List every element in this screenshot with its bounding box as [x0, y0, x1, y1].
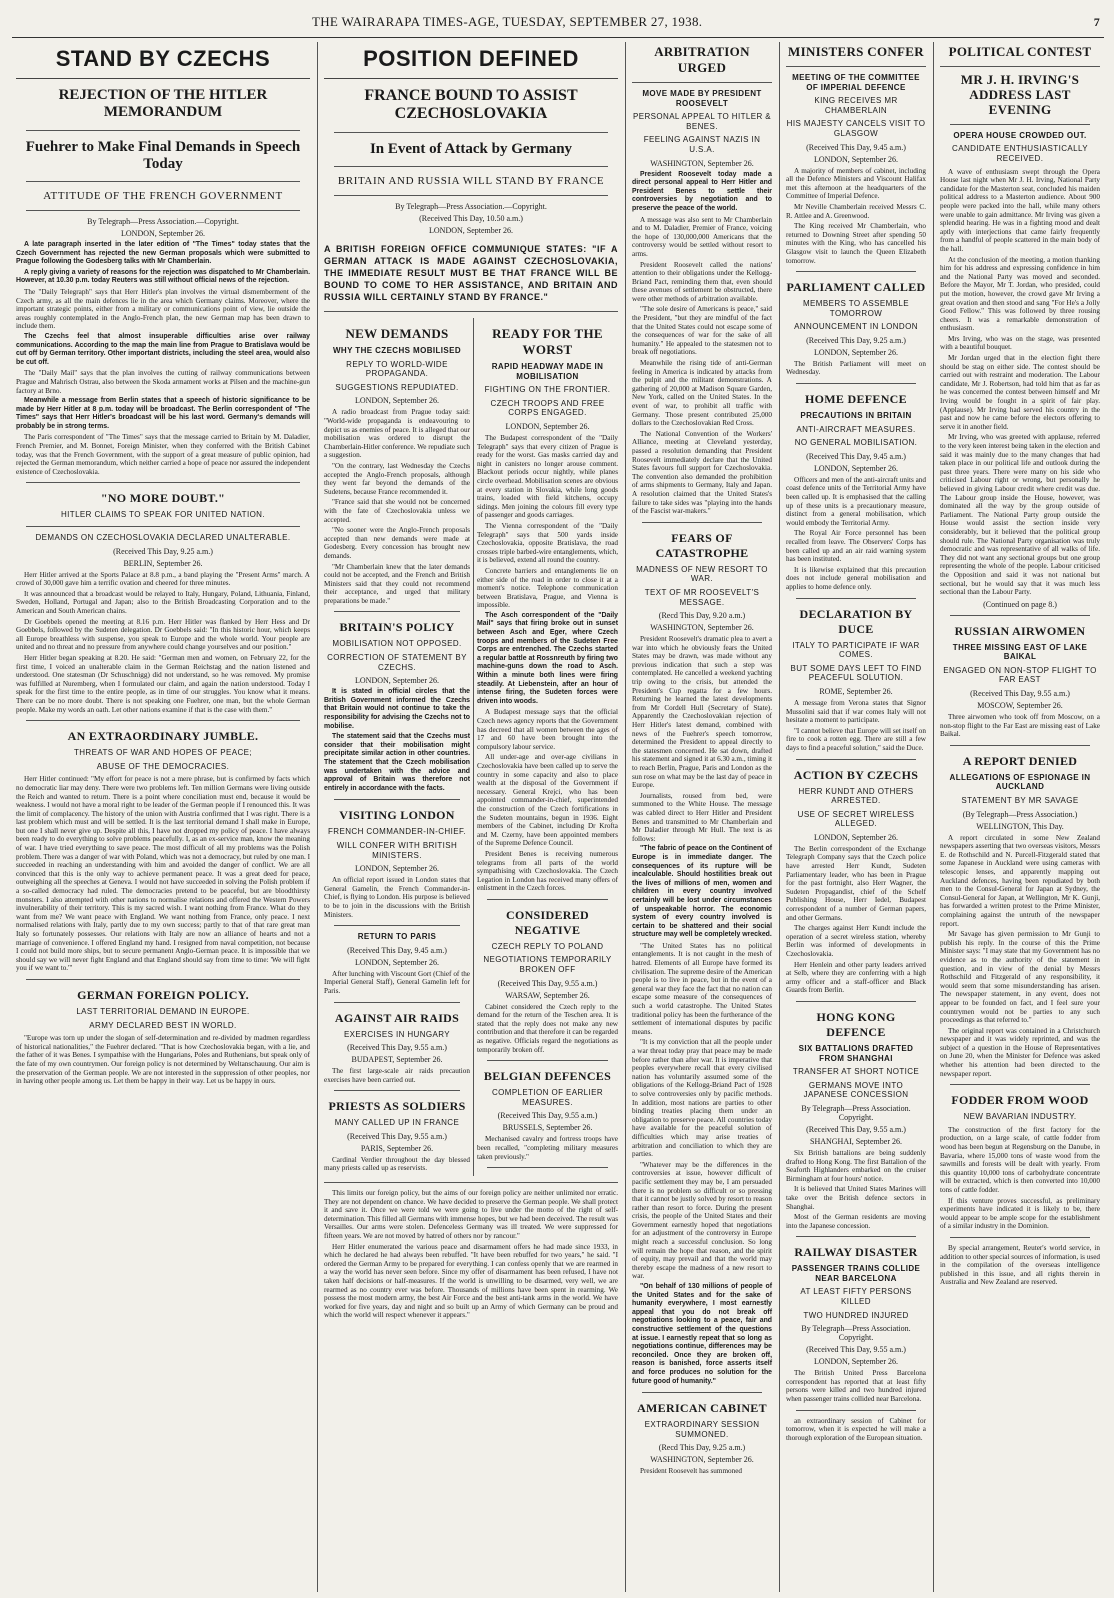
paragraph: Herr Hitler began speaking at 8.20. He said: "German men and women, on February 22, for the first time, I voiced an unalterable claim in the German Reichstag and the nation listened and understood. One statesman (Dr Schuschnigg) did not understand, so he was removed. My promise was fulfilled at Nuremberg, when I formulated our claim, and again the nation understood. Today I speak for the first time to the entire people, as in time of our struggles. You know what it means. There can be no more doubt. There is not speaking one Fuehrer, one man, but the whole German people. Make my words an oath. Let other nations examine if that is the case with them."	[16, 653, 310, 714]
section-sub: EXTRAORDINARY SESSION SUMMONED.	[644, 1420, 760, 1439]
paragraph: Mr Neville Chamberlain received Messrs C. R. Attlee and A. Greenwood.	[786, 202, 926, 220]
section-sub: RAPID HEADWAY MADE IN MOBILISATION	[491, 362, 604, 381]
dateline: LONDON, September 26.	[814, 347, 898, 357]
column-divider	[625, 42, 626, 1592]
paragraph: Concrete barriers and entanglements lie on either side of the road in order to close it at a moment's notice. Telephone communication between Bratislava, Prague, and Vienna is impossible.	[477, 566, 618, 610]
section-heading: A REPORT DENIED	[962, 753, 1078, 768]
section-heading: NEW DEMANDS	[345, 326, 449, 342]
paragraph: Mrs Irving, who was on the stage, was presented with a beautiful bouquet.	[940, 334, 1100, 352]
sub-columns	[324, 318, 618, 1176]
column-2b	[477, 318, 618, 1176]
section-sub: MADNESS OF NEW RESORT TO WAR.	[636, 564, 768, 584]
paragraph: Journalists, roused from bed, were summoned to the White House. The message was cabled direct to Herr Hitler and President Benes and transmitted to Mr Chamberlain and Mr Daladier through Mr Hull. The text is as follows:	[632, 791, 772, 843]
paragraph: "The United States has no political entanglements. It is not caught in the mesh of hatred. Elements of all Europe have formed its civilisation. The supreme desire of the American people is to live in peace, but in the event of a general war they face the fact that no nation can escape some measure of the consequences of such a world catastrophe. The United States traditional policy has been the furtherance of the settlement of international disputes by pacific means.	[632, 941, 772, 1036]
byline: (By Telegraph—Press Association.)	[962, 809, 1078, 819]
received: (Received This Day, 9.55 a.m.)	[806, 1124, 906, 1134]
section-sub: ABUSE OF THE DEMOCRACIES.	[96, 761, 230, 771]
paragraph: President Roosevelt's dramatic plea to avert a war into which he obviously fears the United States may be drawn, was made without any previous indication that such a step was contemplated. He cancelled a weekend yachting trip owing to the crisis, but attended the President's Cup regatta for a few hours. Returning he learned the latest developments from Mr Cordell Hull (Secretary of State). Apparently the Czechoslovakian rejection of Herr Hitler's latest demand, combined with news of the Fuehrer's speech tomorrow, determined the President to appeal directly to the statesmen concerned. He sat down, drafted his statement and signed it at 6.30 a.m., timing it to reach Berlin, Prague, Paris and London as the sun rose on what may be the last day of peace in Europe.	[632, 635, 772, 790]
section-sub: ANNOUNCEMENT IN LONDON	[794, 322, 918, 332]
section-heading: MINISTERS CONFER	[788, 44, 924, 59]
received: (Received This Day, 9.55 a.m.)	[497, 978, 598, 988]
paragraph: A majority of members of cabinet, including all the Defence Ministers and Viscount Halifax met this afternoon at the headquarters of the Committee of Imperial Defence.	[786, 166, 926, 201]
received: (Recd This Day, 9.20 a.m.)	[658, 611, 746, 621]
section-heading: ARBITRATION URGED	[654, 44, 750, 75]
paragraph: Mr Jordan urged that in the election fight there should be stag on either side. The contest should be carried out with restraint and moderation. The Labour candidate, Mr J. Robertson, had told him that as far as he was concerned the contest between himself and Mr Irving would be fought in a spirit of fair play. (Applause). Mr Irving had served his country in the past and now he came before the electors offering to serve it in another field.	[940, 354, 1100, 431]
headline: STAND BY CZECHS	[16, 42, 310, 79]
section-sub: KING RECEIVES MR CHAMBERLAIN	[814, 96, 898, 115]
section-heading: VISITING LONDON	[339, 808, 455, 823]
dateline: LONDON, September 26.	[355, 396, 439, 406]
section-sub: TEXT OF MR ROOSEVELT'S MESSAGE.	[644, 587, 760, 607]
deck: BRITAIN AND RUSSIA WILL STAND BY FRANCE	[337, 175, 605, 188]
section-sub: THREATS OF WAR AND HOPES OF PEACE;	[73, 748, 253, 758]
dateline: LONDON, September 26.	[814, 463, 898, 473]
dateline: LONDON, September 26.	[355, 864, 439, 874]
section-heading: "NO MORE DOUBT."	[100, 491, 226, 506]
paragraph: Mr Irving, who was greeted with applause, referred to the very keen interest being taken in the election and said it was mainly due to the many changes that had taken place in our political life and outlook during the past three years. There were many on his side who criticised Labour right or wrong, but personally he believed in giving Labour credit where credit was due. The Labour group inside the House, however, was dominated all the way by the group outside of Parliament. The National Party group outside the House would assist the section inside very considerably, but it believed that the political group should rule. The National Party organisation was truly democratic and was representative of all walks of life. They did not want any sectional groups but one group representing the whole of the people. Labour criticised the Opposition and said it was not national but sectional, but he would say that it was much less sectional than the Labour Party.	[940, 433, 1100, 597]
section-sub: SUGGESTIONS REPUDIATED.	[335, 382, 459, 392]
section-sub: CORRECTION OF STATEMENT BY CZECHS.	[327, 653, 467, 672]
section-heading: PRIESTS AS SOLDIERS	[328, 1099, 466, 1114]
section-sub: MEMBERS TO ASSEMBLE TOMORROW	[802, 299, 909, 318]
paragraph: "On behalf of 130 millions of people of the United States and for the sake of humanity everywhere, I most earnestly appeal that you do not break off negotiations looking to a peace, fair and constructive settlement of the questions at issue. I earnestly repeat that so long as negotiations continue, differences may be reconciled. Once they are broken off, reason is banished, force asserts itself and force produces no solution for the future good of humanity."	[632, 1283, 772, 1385]
section-sub: USE OF SECRET WIRELESS ALLEGED.	[797, 809, 915, 829]
section-sub: FIGHTING ON THE FRONTIER.	[484, 385, 611, 395]
section-sub: LAST TERRITORIAL DEMAND IN EUROPE.	[76, 1006, 250, 1016]
byline: By Telegraph—Press Association.—Copyright.	[395, 202, 547, 212]
paragraph: Six British battalions are being suddenly drafted to Hong Kong. The first Battalion of the Seaforth Highlanders embarked on the cruiser Birmingham at four hours' notice.	[786, 1148, 926, 1183]
paragraph: The Royal Air Force personnel has been recalled from leave. The Observers' Corps has been called up and an air raid warning system has been instituted.	[786, 529, 926, 564]
dateline: LONDON, September 26.	[355, 676, 439, 686]
paragraph: President Roosevelt today made a direct personal appeal to Herr Hitler and President Benes to settle their controversies by negotiation and to preserve the peace of the world.	[632, 170, 772, 212]
received: (Received This Day, 9.55 a.m.)	[970, 689, 1070, 699]
section-sub: PERSONAL APPEAL TO HITLER & BENES.	[633, 112, 771, 131]
section-heading: AGAINST AIR RAIDS	[334, 1010, 460, 1025]
paragraph: The Czechs feel that almost insuperable difficulties arise over railway communications. According to the map the main line from Prague to Bratislava would be cut off by German territory. Other important districts, including the steel area, would also be cut off.	[16, 332, 310, 366]
section-sub: REPLY TO WORLD-WIDE PROPAGANDA.	[346, 359, 448, 379]
section-heading: BELGIAN DEFENCES	[483, 1069, 612, 1084]
paragraph: "No sooner were the Anglo-French proposals accepted than new demands were made at Godesberg. Every concession has brought new demands.	[324, 526, 470, 560]
column-4	[782, 42, 930, 1592]
subheadline: FRANCE BOUND TO ASSIST CZECHOSLOVAKIA	[364, 87, 578, 123]
dateline: WASHINGTON, September 26.	[650, 623, 754, 633]
paragraph: The British United Press Barcelona correspondent has reported that at least fifty persons were killed and two hundred injured when passenger trains collided near Barcelona.	[786, 1369, 926, 1404]
paragraph: By special arrangement, Reuter's world service, in addition to other special sources of information, is used in the compilation of the overseas intelligence published in this issue, and all rights therein in Australia and New Zealand are reserved.	[940, 1243, 1100, 1287]
paragraph: The National Convention of the Workers' Alliance, meeting at Cleveland yesterday, passed a resolution demanding that President Roosevelt immediately declare that the United States favours full support for Czechoslovakia. The convention also demanded the prohibition of arms shipments to Germany, Italy and Japan. A resolution claimed that the United States's failure to take sides was "playing into the hands of the Fascist war-makers."	[632, 429, 772, 516]
paragraph: "I cannot believe that Europe will set itself on fire to cook a rotten egg. There are still a few days to find a peaceful solution," said the Duce.	[786, 726, 926, 752]
column-2a	[324, 318, 470, 1176]
dateline: PARIS, September 26.	[360, 1143, 434, 1153]
section-sub: HERR KUNDT AND OTHERS ARRESTED.	[798, 786, 914, 806]
paragraph: Herr Hitler enumerated the various peace and disarmament offers he had made since 1933, in which he declared he had always been rebuffed. "It have been rebuffed for two years," he said. "I ordered the German Army to be prepared for everything. I can confess openly that we are rearmed in a way the world has never seen before. Since my offer of disarmament has been refused, I have not taken half decisions or half-measures. If the world is unwilling to be disarmed, very well, we are rearmed as no country ever was before. Thousands of millions have been spent in rearming. We possess the most modern army, the best Air Force and the best anti-tank arms in the world. We have worked for five years, day and night and so built up an Army of which Germany can be proud and which the world will respect whenever it appears."	[324, 1242, 618, 1320]
section-heading: CONSIDERED NEGATIVE	[505, 907, 589, 937]
dateline: LONDON, September 26.	[814, 1357, 898, 1367]
paragraph: A late paragraph inserted in the later edition of "The Times" today states that the Czech Government has rejected the new German proposals which were submitted to Prague following the Godesberg talks with Mr Chamberlain.	[16, 241, 310, 266]
paragraph: A wave of enthusiasm swept through the Opera House last night when Mr J. H. Irving, National Party candidate for the Masterton seat, concluded his maiden political address to a Masterton audience. About 900 people were packed into the hall, while many others were unable to gain admittance. Mr Irving was given a splendid hearing. He was in a fighting mood and dealt aptly with interjections that came fairly frequently from a handful of people scattered in the main body of the hall.	[940, 167, 1100, 253]
column-5	[936, 42, 1104, 1592]
paragraph: The "Daily Telegraph" says that Herr Hitler's plan involves the virtual dismemberment of the Czech army, as all the main defences lie in the area which Germany claims. Moreover, where the important strategic points, either from a military or communications point of view, lie outside the areas roughly contemplated in the Anglo-French plan, the new German map has been drawn to include them.	[16, 287, 310, 331]
section-sub: MANY CALLED UP IN FRANCE	[334, 1118, 460, 1128]
paragraph: The original report was contained in a Christchurch newspaper and it was widely reprinted, and was the subject of a question in the House of Representatives on June 20, when the Minister for Defence was asked whether his attention had been directed to the newspaper report.	[940, 1026, 1100, 1078]
paragraph: "Mr Chamberlain knew that the later demands could not be accepted, and the French and British Ministers said that they could not recommend their acceptance, and urged that military preparations be made."	[324, 562, 470, 605]
section-sub: THREE MISSING EAST OF LAKE BAIKAL	[952, 642, 1088, 662]
paragraph: It was announced that a broadcast would be relayed to Italy, Hungary, Poland, Lithuania, Finland, Sweden, Holland, Portugal and Japan; also to the British Broadcasting Corporation and to the American and South American chains.	[16, 589, 310, 615]
paragraph: Meanwhile a message from Berlin states that a speech of historic significance to be made by Herr Hitler at 8 p.m. today will be broadcast. The Berlin correspondent of "The Times" says that Herr Hitler's broadcast will be his last word. Germany's demands will probably be in strong terms.	[16, 397, 310, 430]
section-sub: CANDIDATE ENTHUSIASTICALLY RECEIVED.	[952, 144, 1088, 163]
paragraph: "On the contrary, last Wednesday the Czechs accepted the Anglo-French proposals, although they went far beyond the demands of the Sudetens, because France recommended it.	[324, 461, 470, 496]
paragraph: A message from Verona states that Signor Mussolini said that if war comes Italy will not hesitate a moment to participate.	[786, 698, 926, 725]
paragraph: The King received Mr Chamberlain, who returned to Downing Street after spending 50 minutes with the King, who has cancelled his Glasgow visit to launch the Queen Elizabeth tomorrow.	[786, 222, 926, 265]
byline: By Telegraph—Press Association. Copyright.	[801, 1324, 911, 1343]
paragraph: The British Parliament will meet on Wednesday.	[786, 359, 926, 377]
deck: ATTITUDE OF THE FRENCH GOVERNMENT	[43, 190, 283, 202]
section-sub: COMPLETION OF EARLIER MEASURES.	[491, 1088, 604, 1107]
paragraph: Herr Hitler continued: "My effort for peace is not a mere phrase, but is confirmed by facts which no democratic liar may deny. There were two problems left. Ten million Germans were living outside the Reich and wanted to return. There is a point where conciliation must end, because it would be weakness. I would not have a moral right to be leader of the German people if I renounced this. It was the limit of complacency. The history of the union with Austria confirmed that I was right. There is a last problem which must and will be settled. It is the last territorial demand I shall make in Europe, but one I shall never give up. Despite all this, I have not dropped my policy of peace. I have always been ready to do everything to solve problems peacefully. I, as an ex-service man, know the meaning of war. I have tried everything to save peace. The most difficult of all my problems was the Polish problem. There was a danger of war with Poland, which was not a democracy, but ruled by one man. I succeeded in reaching an understanding with him and avoided the danger of conflict. We are all convinced that this is the only way to achieve permanent peace. It was a great deed for peace, outweighing all the speeches at Geneva. I would not have succeeded in solving the Polish problem if a so-called democracy had ruled. The democracies pretend to be peaceful, but are bloodthirsty monsters. I also attempted with other nations to normalise relations and offered the Western Powers invulnerability of their territory. This is my sacred wish. I want nothing from France. What do they want from me? We want peace with England. We want nothing from France, only peace. I next normalised relations with Italy, partly due to my own success; partly to that of that rare great man Italy so fortunately possesses. Our relations with Italy are now an alliance of hearts and not a marriage of convenience. I offered England my hand. I resigned from naval competition, not because I could not build more ships, but to secure permanent Anglo-German peace. It is impossible that we should say we will never fight England and that England should say from time to time: 'We will fight you if we want to.'"	[16, 775, 310, 973]
section-sub: NEGOTIATIONS TEMPORARILY BROKEN OFF	[483, 955, 612, 975]
section-sub: ENGAGED ON NON-STOP FLIGHT TO FAR EAST	[943, 665, 1097, 685]
dateline: BRUSSELS, September 26.	[502, 1123, 593, 1133]
paragraph: Dr Goebbels opened the meeting at 8.16 p.m. Herr Hitler was flanked by Herr Hess and Dr Goebbels, followed by the Sudeten delegation. Dr Goebbels said: "In this historic hour, which keeps all Europe breathless with suspense, you speak to Europe and the whole world. Your people are united and no threat and no pressure from anywhere could change yourselves and our position."	[16, 617, 310, 652]
section-heading: RAILWAY DISASTER	[794, 1245, 918, 1260]
section-sub: MEETING OF THE COMMITTEE OF IMPERIAL DEFENCE	[792, 73, 920, 92]
subheadline: In Event of Attack by Germany	[369, 140, 573, 157]
paragraph: It is believed that United States Marines will take over the British defence sectors in Shanghai.	[786, 1185, 926, 1211]
dateline: ROME, September 26.	[819, 686, 893, 696]
section-heading: AMERICAN CABINET	[637, 1401, 767, 1416]
section-sub: CZECH TROOPS AND FREE CORPS ENGAGED.	[490, 398, 605, 418]
section-sub: PRECAUTIONS IN BRITAIN	[800, 411, 912, 421]
section-sub: EXERCISES IN HUNGARY	[343, 1029, 451, 1039]
section-sub: WILL CONFER WITH BRITISH MINISTERS.	[336, 840, 458, 860]
subheadline: REJECTION OF THE HITLER MEMORANDUM	[58, 87, 268, 121]
paragraph: Mr Savage has given permission to Mr Gunji to publish his reply. In the course of this the Prime Minister says: "I may state that my Government has no evidence as to the authority of the statement in question, and in view of the denial by Messrs Rothschild and Fitzgerald of any responsibility, it would seem that some misunderstanding has arisen. The newspaper statement, in any event, does not appear to be founded on fact, and I feel sure your countrymen would not be parties to any such proceedings as that referred to."	[940, 930, 1100, 1025]
paragraph: The Paris correspondent of "The Times" says that the message carried to Britain by M. Daladier, French Premier, and M. Bonnet, Foreign Minister, when they conferred with the British Cabinet today, was that the French Government, with the support of a great measure of public opinion, had rejected the German memorandum, which neither carried a hope of peace nor assured the independent existence of Czechoslovakia.	[16, 433, 310, 476]
section-sub: ALLEGATIONS OF ESPIONAGE IN AUCKLAND	[949, 772, 1091, 792]
paragraph: Herr Hitler arrived at the Sports Palace at 8.8 p.m., a band playing the "Present Arms" march. A crowd of 30,000 gave him a terrific ovation and cheered for three minutes.	[16, 570, 310, 588]
paragraph: "It is my conviction that all the people under a war threat today pray that peace may be made before rather than after war. It is imperative that peoples everywhere recall that every civilised nation has voluntarily assumed some of the obligations of the Kellogg-Briand Pact of 1928 to solve controversies only by pacific methods. In addition, most nations are parties to other binding treaties placing them under an obligation to preserve peace. All countries today have available for the peaceful solution of difficulties which may arise treaties of arbitration and conciliation to which they are parties.	[632, 1038, 772, 1159]
section-sub: AT LEAST FIFTY PERSONS KILLED	[800, 1287, 912, 1307]
section-heading: HOME DEFENCE	[805, 392, 907, 407]
section-sub: PASSENGER TRAINS COLLIDE NEAR BARCELONA	[791, 1264, 921, 1283]
section-heading: FODDER FROM WOOD	[951, 1093, 1089, 1108]
paragraph: The first large-scale air raids precaution exercises have been carried out.	[324, 1067, 470, 1084]
section-sub: WHY THE CZECHS MOBILISED	[332, 346, 462, 356]
column-3	[628, 42, 776, 1592]
received: (Received This Day, 10.50 a.m.)	[419, 214, 523, 224]
page-number: 7	[1093, 15, 1100, 29]
received: (Received This Day, 9.55 a.m.)	[497, 1111, 598, 1121]
section-heading: HONG KONG DEFENCE	[816, 1009, 896, 1039]
paragraph: It is likewise explained that this precaution does not include general mobilisation and applies to home defence only.	[786, 565, 926, 591]
section-sub: NO GENERAL MOBILISATION.	[794, 438, 918, 448]
paragraph: Herr Henlein and other party leaders arrived at Selb, where they are conferring with a high army officer and a staff-officer and Black Guards from Berlin.	[786, 960, 926, 995]
section-heading: FEARS OF CATASTROPHE	[655, 530, 749, 560]
section-sub: ARMY DECLARED BEST IN WORLD.	[89, 1020, 237, 1030]
column-divider	[317, 42, 318, 1592]
paragraph: A reply giving a variety of reasons for the rejection was dispatched to Mr Chamberlain. However, at 10.30 p.m. today Reuters was still without official news of the rejection.	[16, 268, 310, 285]
section-sub: BUT SOME DAYS LEFT TO FIND PEACEFUL SOLUTION.	[790, 663, 922, 683]
dateline: LONDON, September 26.	[814, 154, 898, 164]
byline: By Telegraph—Press Association.—Copyright.	[87, 217, 239, 226]
section-heading: BRITAIN'S POLICY	[339, 620, 455, 635]
section-sub: FEELING AGAINST NAZIS IN U.S.A.	[643, 135, 761, 154]
section-heading: READY FOR THE WORST	[492, 326, 603, 358]
section-sub: ANTI-AIRCRAFT MEASURES.	[796, 424, 916, 434]
paragraph: The Berlin correspondent of the Exchange Telegraph Company says that the Czech police have arrested Herr Kundt, Sudeten Parliamentary leader, who has been in Prague for the past fortnight, also Herr Wagner, the Sudeten Propagandist, chief of the Schelf Publishing House, Herr Iedel, Budapest correspondent of a number of German papers, and other Germans.	[786, 844, 926, 922]
dateline: LONDON, September 26.	[429, 226, 513, 236]
section-sub: MOBILISATION NOT OPPOSED.	[332, 639, 462, 649]
paragraph: The Asch correspondent of the "Daily Mail" says that firing broke out in sunset between Asch and Eger, where Czech troops and members of the Sudeten Free Corps are entrenched. The Czechs started a regular battle at Rossnreuth by firing two machine-guns down the road to Asch. Within a minute both lines were firing steadily. At Liebenstein, after an hour of intense firing, the Sudeten forces were driven into woods.	[477, 611, 618, 705]
lead-paragraph: A BRITISH FOREIGN OFFICE COMMUNIQUE STATES: "IF A GERMAN ATTACK IS MADE AGAINST CZECHOSLOVAKIA, THE IMMEDIATE RESULT MUST BE THAT FRANCE WILL BE BOUND TO COME TO HER ASSISTANCE, AND BRITAIN AND RUSSIA WILL CERTAINLY STAND BY FRANCE."	[324, 244, 618, 303]
paragraph: All under-age and over-age civilians in Czechoslovakia have been called up to serve the country in some capacity and also to place wealth at the disposal of the Government if necessary. General Krejci, who has been appointed commander-in-chief, superintended the construction of the Czech fortifications in the Sudeten mountains, begun in 1936. Eight members of the Cabinet, including Dr Krofta and M. Czerny, have been appointed members of the Supreme Defence Council.	[477, 753, 618, 848]
paragraph: "The fabric of peace on the Continent of Europe is in immediate danger. The consequences of its rupture will be incalculable. Should hostilities break out the lives of millions of men, women and children in every country involved certainly will be lost under circumstances of unspeakable horror. The economic system of every country involved is certain to be shattered and their social structure may well be completely wrecked.	[632, 845, 772, 939]
section-heading: ACTION BY CZECHS	[793, 767, 919, 782]
paragraph: "France said that she would not be concerned with the fate of Czechoslovakia unless we accepted.	[324, 498, 470, 524]
section-sub: MOVE MADE BY PRESIDENT ROOSEVELT	[642, 89, 762, 108]
paragraph: This limits our foreign policy, but the aims of our foreign policy are neither unlimited nor erratic. They are not dependent on chance. We have decided to preserve the German people. We shall protect it and save it. Once we were told we were going to live under the motto of the right of self-determination. This filled all Germans with immense hopes, but we had been deceived. The result was Versailles. Our arms were stolen. Defenceless Germany was ill treated. We were suppressed for fifteen years. We are not moved by hatred of others nor by rancour."	[324, 1189, 618, 1240]
section-sub: ITALY TO PARTICIPATE IF WAR COMES.	[792, 640, 920, 660]
masthead-title: THE WAIRARAPA TIMES-AGE, TUESDAY, SEPTEMBER 27, 1938.	[312, 14, 703, 29]
section-heading: POLITICAL CONTEST	[948, 44, 1092, 59]
paragraph: Three airwomen who took off from Moscow, on a non-stop flight to the Far East are missing east of Lake Baikal.	[940, 713, 1100, 739]
dateline: WELLINGTON, This Day.	[976, 821, 1064, 831]
section-heading: PARLIAMENT CALLED	[786, 280, 926, 295]
dateline: BUDAPEST, September 26.	[351, 1055, 443, 1065]
column-2	[320, 42, 622, 1592]
dateline: WARSAW, September 26.	[505, 990, 590, 1000]
paragraph: Meanwhile the rising tide of anti-German feeling in America is indicated by attacks from the pulpit and the militant demonstrations. A gathering of 20,000 at Madison Square Garden, New York, called on the United States. In the event of war, to prohibit all traffic with Germany. Those present contributed 25,000 dollars to the Czechoslovakian Red Cross.	[632, 359, 772, 428]
section-sub: HIS MAJESTY CANCELS VISIT TO GLASGOW	[786, 119, 926, 138]
column-divider	[933, 42, 934, 1592]
paragraph: The charges against Herr Kundt include the operation of a secret wireless station, whereby Berlin was informed of developments in Czechoslovakia.	[786, 924, 926, 958]
paragraph: "Europe was torn up under the slogan of self-determination and re-divided by madmen regardless of historical nationalities," the Fuehrer declared. "That is how Czechoslovakia began, with a lie, and the father of it was Benes. I sympathise with the Hungarians, Poles and Ruthenians, but speak only of the fate of my own countrymen. Our foreign policy is not determined by Weltanschauung. Our aim is the preservation of the German people. We are not interested in the suppression of other peoples, nor in having other people among us. Let them be happy in their way. Let us be happy in ours.	[16, 1034, 310, 1086]
dateline: LONDON, September 26.	[505, 422, 590, 431]
dateline: LONDON, September 26.	[814, 832, 898, 842]
paragraph: The Vienna correspondent of the "Daily Telegraph" says that 500 yards inside Czechoslovakia, opposite Bratislava, the road crosses triple barbed-wire entanglements, which, it is believed, extend all round the country.	[477, 521, 618, 565]
paragraph: A report circulated in some New Zealand newspapers asserting that two overseas visitors, Messrs E. de Rothschild and N. Purcell-Fitzgerald stated that some Japanese in Auckland were using cameras with telescopic lenses, and apparently mapping out Auckland defences, having been repudiated by both men to the Consul-General for Japan at Sydney, the Consul-General for Japan, at Wellington, Mr K. Gunji, has forwarded a written protest to the Prime Minister, complaining against the untruth of the newspaper report.	[940, 833, 1100, 928]
section-sub: MR J. H. IRVING'S ADDRESS LAST EVENING	[960, 72, 1080, 117]
masthead	[12, 14, 1104, 38]
section-sub: OPERA HOUSE CROWDED OUT.	[953, 130, 1087, 140]
paragraph: Cardinal Verdier throughout the day blessed many priests called up as reservists.	[324, 1155, 470, 1173]
paragraph: At the conclusion of the meeting, a motion thanking him for his address and expressing confidence in him and the National Party was moved and seconded. Before the Mayor, Mr T. Jordan, who presided, could put the motion, however, the crowd gave Mr Irving a great ovation and then stood and sang "For He's a Jolly Good Fellow." This was followed by three rousing cheers. It was a remarkable demonstration of enthusiasm.	[940, 255, 1100, 333]
paragraph: A radio broadcast from Prague today said: "World-wide propaganda is endeavouring to depict us as enemies of peace. It is alleged that our mobilisation was ordered to disrupt the Chamberlain-Hitler conference. We repudiate such a suggestion.	[324, 408, 470, 460]
section-heading: GERMAN FOREIGN POLICY.	[77, 987, 249, 1002]
received: (Received This Day, 9.45 a.m.)	[806, 142, 906, 152]
received: (Received This Day, 9.25 a.m.)	[113, 546, 213, 556]
section-sub: TRANSFER AT SHORT NOTICE	[792, 1067, 920, 1077]
section-sub: STATEMENT BY MR SAVAGE	[961, 796, 1079, 806]
paragraph: The "Daily Mail" says that the plan involves the cutting of railway communications between Prague and Mahrisch Ostrau, also between the Skoda armament works at Pilsen and the machine-gun factory at Brno.	[16, 369, 310, 395]
section-sub: FRENCH COMMANDER-IN-CHIEF.	[328, 827, 466, 837]
paragraph: It is stated in official circles that the British Government informed the Czechs that Britain would not continue to take the responsibility for advising the Czechs not to mobilise.	[324, 688, 470, 730]
section-sub: TWO HUNDRED INJURED	[803, 1310, 909, 1320]
paragraph: The construction of the first factory for the production, on a large scale, of cattle fodder from wood has been begun at Regensburg on the Danube, in Bavaria, where 15,000 tons of waste wood from the sawmills and forests will be dealt with yearly. From this quantity 10,000 tons of carbohydrate concentrate will be extracted, which is then converted into 10,000 tons of cattle fodder.	[940, 1125, 1100, 1194]
dateline: WASHINGTON, September 26.	[650, 1455, 754, 1465]
paragraph: Officers and men of the anti-aircraft units and coast defence units of the Territorial Army have been called up. It is emphasised that the calling up of these units is a precautionary measure, distinct from a general mobilisation, which would embody the Territorial Army.	[786, 475, 926, 527]
paragraph: The statement said that the Czechs must consider that their mobilisation might precipitate similar action in other countries. The statement that the Czech mobilisation was undertaken with the advice and approval of Britain was therefore not entirely in accordance with the facts.	[324, 733, 470, 792]
columns	[12, 42, 1104, 1592]
section-sub: NEW BAVARIAN INDUSTRY.	[963, 1112, 1077, 1122]
paragraph: After lunching with Viscount Gort (Chief of the Imperial General Staff), General Gamelin left for Paris.	[324, 969, 470, 995]
paragraph: President Roosevelt called the nations' attention to their obligations under the Kellogg-Briand Pact, reminding them that, even should these avenues of settlement be obstructed, there were other methods of arbitration available.	[632, 260, 772, 303]
paragraph: A message was also sent to Mr Chamberlain and to M. Daladier, Premier of France, voicing the hope of 130,000,000 Americans that the controversy would be settled without resort to arms.	[632, 215, 772, 258]
dateline: WASHINGTON, September 26.	[650, 158, 754, 168]
paragraph: The Budapest correspondent of the "Daily Telegraph" says that every citizen of Prague is ready for the worst. Gas masks carried day and night in canisters no longer arouse comment. Blackout periods occur nightly, while planes circle overhead. Mobilisation scenes are obvious at every station in Slovakia, while long goods trains, loaded with field kitchens, occupy sidings. Men joining the colours fill every type of passenger and goods carriages.	[477, 434, 618, 520]
section-heading: DECLARATION BY DUCE	[799, 606, 913, 636]
section-heading: RETURN TO PARIS	[357, 932, 437, 942]
paragraph: "The sole desire of Americans is peace," said the President, "but they are mindful of the fact that the United States could not escape some of the consequences of war for the sake of all humanity." He appealed to the statesmen not to break off negotiations.	[632, 305, 772, 357]
paragraph: Cabinet considered the Czech reply to the demand for the return of the Teschen area. It is stated that the reply does not make any new contribution and that therefore it can be regarded as negative. Officials regard the negotiations as temporarily broken off.	[477, 1002, 618, 1054]
dateline: MOSCOW, September 26.	[977, 701, 1063, 711]
subheadline: Fuehrer to Make Final Demands in Speech Today	[25, 138, 301, 172]
paragraph: An official report issued in London states that General Gamelin, the French Commander-in-Chief, is flying to London. His purpose is believed to be to join in the discussions with the British Ministers.	[324, 876, 470, 919]
section-sub: HITLER CLAIMS TO SPEAK FOR UNITED NATION.	[61, 510, 265, 520]
received: (Received This Day, 9.25 a.m.)	[806, 335, 906, 345]
paragraph: President Benes is receiving numerous telegrams from all parts of the world sympathising with Czechoslovakia. The Czech Legation in London has received many offers of enlistment in the Czech forces.	[477, 849, 618, 893]
received: (Received This Day, 9.55 a.m.)	[347, 1043, 447, 1053]
section-sub: DEMANDS ON CZECHOSLOVAKIA DECLARED UNALTERABLE.	[35, 533, 291, 543]
received: (Received This Day, 9.45 a.m.)	[806, 451, 906, 461]
section-sub: SIX BATTALIONS DRAFTED FROM SHANGHAI	[798, 1043, 914, 1063]
column-1	[12, 42, 314, 1592]
dateline: BERLIN, September 26.	[123, 558, 203, 568]
paragraph: President Roosevelt has summoned	[640, 1467, 743, 1476]
paragraph: Mechanised cavalry and fortress troops have been recalled, "completing military measures taken previously."	[477, 1135, 618, 1161]
dateline: LONDON, September 26.	[121, 229, 205, 238]
paragraph: "Whatever may be the differences in the controversies at issue, however difficult of pacific settlement they may be, I am persuaded there is no problem so difficult or so pressing that it cannot be justly solved by resort to reason rather than resort to force. During the present crisis, the people of the United States and their Government earnestly hoped that negotiations for an adjustment of the controversy in Europe might reach a successful conclusion. So long will remain the hope that reason, and the spirit of equity, may prevail and that the world may thereby escape the madness of a new resort to war.	[632, 1160, 772, 1281]
paragraph: A Budapest message says that the official Czech news agency reports that the Government has decreed that all women between the ages of 17 and 60 have been brought into the compulsory labour service.	[477, 708, 618, 751]
continued-note: (Continued on page 8.)	[983, 599, 1057, 609]
section-sub: GERMANS MOVE INTO JAPANESE CONCESSION	[803, 1080, 909, 1100]
byline: By Telegraph—Press Association. Copyright.	[801, 1103, 911, 1122]
dateline: LONDON, September 26.	[355, 957, 439, 967]
received: (Received This Day, 9.45 a.m.)	[347, 945, 447, 955]
received: (Recd This Day, 9.25 a.m.)	[658, 1443, 746, 1453]
received: (Received This Day, 9.55 a.m.)	[806, 1345, 906, 1355]
column-divider	[473, 318, 474, 1176]
section-heading: RUSSIAN AIRWOMEN	[954, 623, 1086, 638]
received: (Received This Day, 9.55 a.m.)	[347, 1131, 447, 1141]
dateline: SHANGHAI, September 26.	[810, 1136, 902, 1146]
headline: POSITION DEFINED	[324, 42, 618, 79]
paragraph: If this venture proves successful, as preliminary experiments have indicated it is likely to be, there would appear to be ample scope for the establishment of a similar industry in the Dominion.	[940, 1196, 1100, 1231]
section-sub: CZECH REPLY TO POLAND	[491, 941, 604, 951]
paragraph: Most of the German residents are moving into the Japanese concession.	[786, 1213, 926, 1230]
paragraph: an extraordinary session of Cabinet for tomorrow, when it is expected he will make a thorough exploration of the European situation.	[786, 1416, 926, 1442]
column-divider	[779, 42, 780, 1592]
section-heading: AN EXTRAORDINARY JUMBLE.	[67, 729, 259, 744]
